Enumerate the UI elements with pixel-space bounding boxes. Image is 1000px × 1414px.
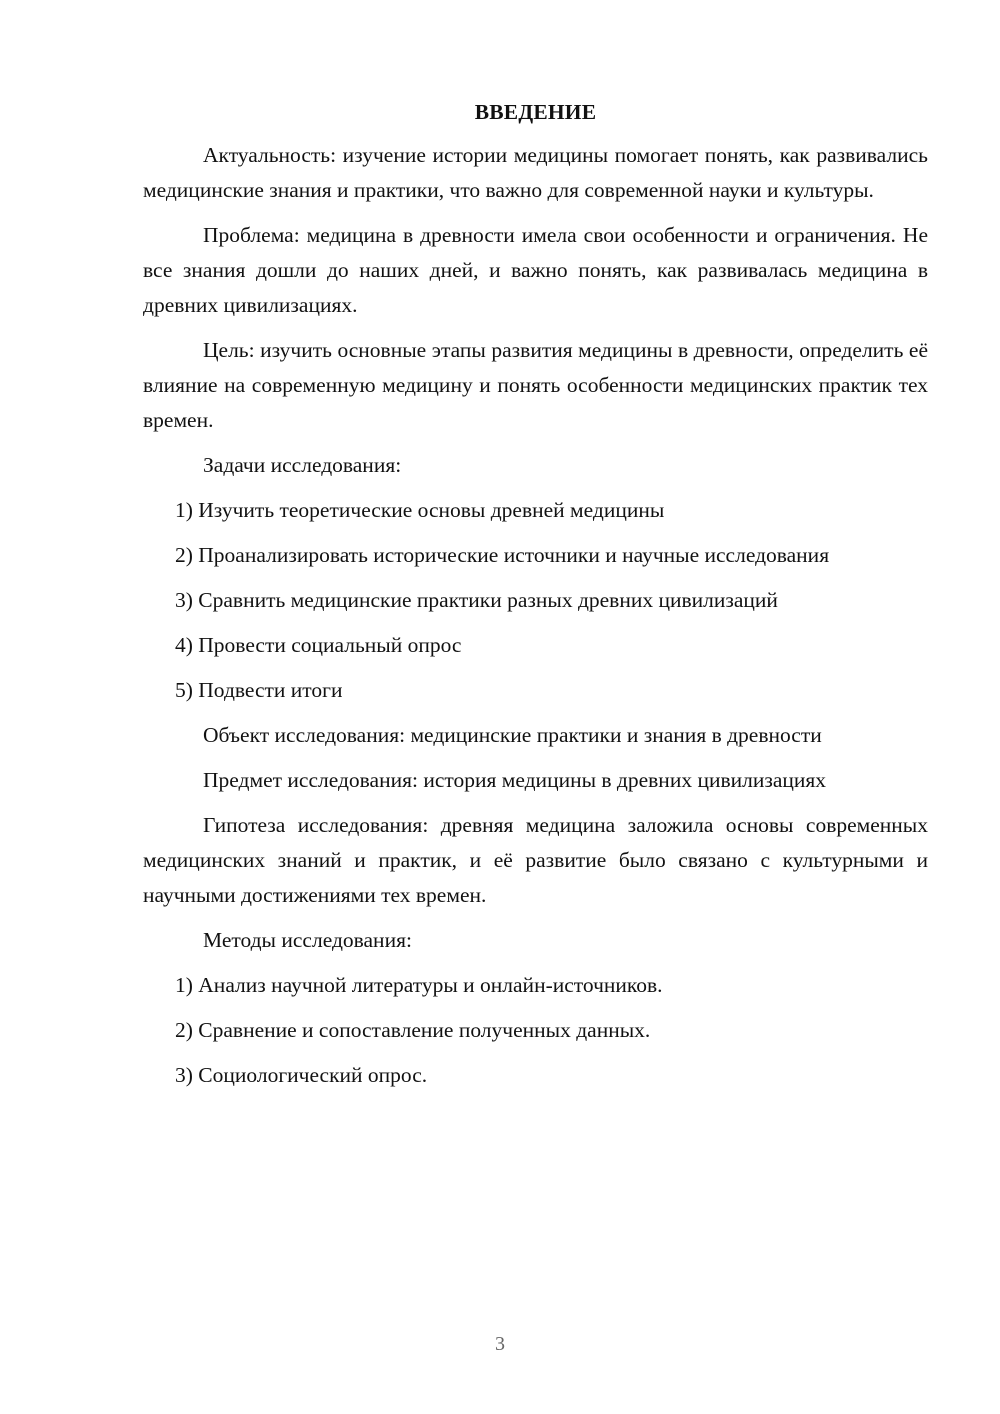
problem-paragraph: Проблема: медицина в древности имела свои особенности и ограничения. Не все знания дошли до наших дней, и важно понять, как развивалась медицина в древних цивилизациях.: [143, 223, 928, 317]
object-paragraph: Объект исследования: медицинские практики и знания в древности: [203, 723, 822, 747]
method-item: 3) Социологический опрос.: [175, 1063, 428, 1087]
method-item: 1) Анализ научной литературы и онлайн-источников.: [175, 973, 663, 997]
task-item: 4) Провести социальный опрос: [175, 633, 462, 657]
page-content: [143, 95, 928, 1103]
page-number: 3: [495, 1333, 505, 1355]
section-title: ВВЕДЕНИЕ: [474, 100, 597, 124]
subject-paragraph: Предмет исследования: история медицины в древних цивилизациях: [203, 768, 827, 792]
task-item: 1) Изучить теоретические основы древней медицины: [175, 498, 665, 522]
goal-paragraph: Цель: изучить основные этапы развития медицины в древности, определить её влияние на современную медицину и понять особенности медицинских практик тех времен.: [143, 338, 928, 432]
methods-heading: Методы исследования:: [203, 928, 412, 952]
task-item: 5) Подвести итоги: [175, 678, 343, 702]
task-item: 2) Проанализировать исторические источники и научные исследования: [175, 543, 830, 567]
method-item: 2) Сравнение и сопоставление полученных данных.: [175, 1018, 651, 1042]
tasks-heading: Задачи исследования:: [203, 453, 402, 477]
hypothesis-paragraph: Гипотеза исследования: древняя медицина заложила основы современных медицинских знаний и практик, и её развитие было связано с культурными и научными достижениями тех времен.: [143, 813, 928, 907]
relevance-paragraph: Актуальность: изучение истории медицины помогает понять, как развивались медицинские знания и практики, что важно для современной науки и культуры.: [143, 143, 928, 202]
task-item: 3) Сравнить медицинские практики разных древних цивилизаций: [175, 588, 778, 612]
